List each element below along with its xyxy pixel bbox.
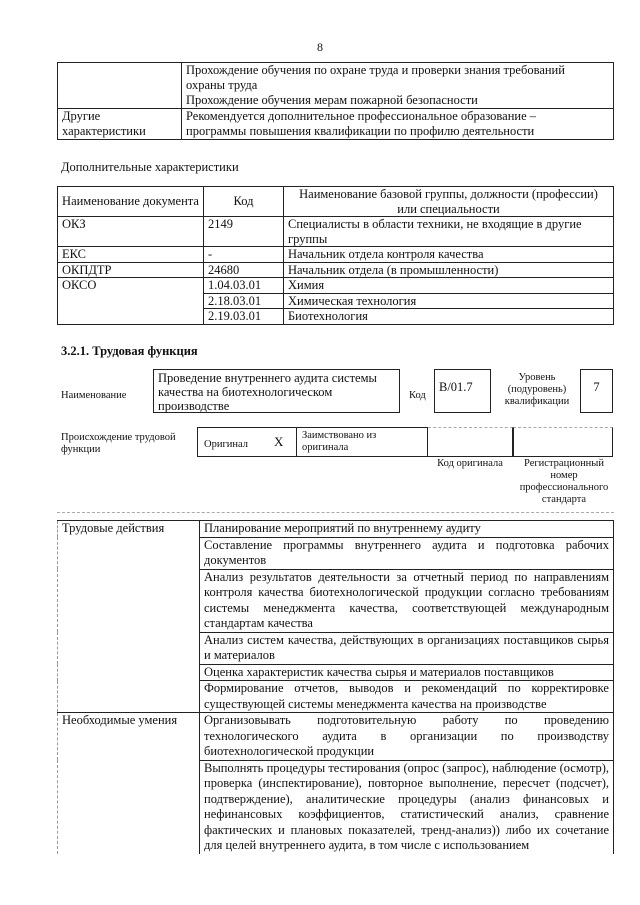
actions-skills-table [57,520,614,854]
labor-action: Составление программы внутреннего аудита и подготовка рабочих документов [200,537,614,569]
line: Прохождение обучения мерам пожарной безопасности [186,93,478,107]
section-title: 3.2.1. Трудовая функция [61,344,198,358]
cell-name: Химическая технология [284,293,614,309]
function-code-box: B/01.7 [434,369,491,413]
table-row [58,247,614,263]
skills-label: Необходимые умения [58,713,200,854]
labor-action: Анализ систем качества, действующих в организациях поставщиков сырья и материалов [200,632,614,664]
table-header-row [58,187,614,217]
reg-number-caption: Регистрационный номер профессионального стандарта [519,458,609,505]
cell-doc: ЕКС [58,247,204,263]
table-row [58,109,614,140]
level-label: Уровень (подуровень) квалификации [504,372,570,407]
cell-code: 1.04.03.01 [204,278,284,294]
table-row [58,521,614,538]
original-box [197,427,297,457]
code-original-caption: Код оригинала [437,458,503,469]
labor-action: Формирование отчетов, выводов и рекомендаций по корректировке существующей системы менеджмента качества на производстве [200,681,614,713]
header-name: Наименование базовой группы, должности (профессии) или специальности [284,187,614,217]
origin-label: Происхождение трудовой функции [61,432,176,455]
labor-action: Оценка характеристик качества сырья и материалов поставщиков [200,664,614,681]
labor-actions-label: Трудовые действия [58,521,200,713]
row-value [182,109,614,140]
original-mark: X [274,434,284,449]
skill: Выполнять процедуры тестирования (опрос (запрос), наблюдение (осмотр), проверка (инспектирование), повторное выполнение, пересчет (подсчет), подтверждение), аналитические процедуры (анализ финансовых и нефинансовых коэффициентов, статистический анализ, сравнение фактических и плановых показателей, тренд-анализ)) либо их сочетание для целей внутреннего аудита, в том числе с использованием [200,760,614,854]
line: охраны труда [186,78,258,92]
cell-doc: ОКЗ [58,217,204,247]
row-label [58,63,182,109]
line: программы повышения квалификации по профилю деятельности [186,124,535,138]
cell-name: Начальник отдела контроля качества [284,247,614,263]
cell-code: 2149 [204,217,284,247]
cell-code: 2.18.03.01 [204,293,284,309]
table-row [58,63,614,109]
skill: Организовывать подготовительную работу по проведению технологического аудита в организации по производству биотехнологической продукции [200,713,614,761]
cell-name: Специалисты в области техники, не входящие в другие группы [284,217,614,247]
table-row [58,262,614,278]
labor-action: Планирование мероприятий по внутреннему аудиту [200,521,614,538]
name-label: Наименование [61,390,127,401]
additional-characteristics-title: Дополнительные характеристики [61,160,239,174]
original-label: Оригинал [204,439,248,450]
cell-code: - [204,247,284,263]
cell-name: Химия [284,278,614,294]
row-value [182,63,614,109]
level-box: 7 [580,369,613,413]
borrowed-label: Заимствовано из оригинала [302,430,377,453]
classifiers-table [57,186,614,325]
code-original-box [428,427,513,457]
row-label: Другие характеристики [58,109,182,140]
table-row [58,217,614,247]
cell-doc: ОКСО [58,278,204,325]
function-name-box: Проведение внутреннего аудита системы качества на биотехнологическом производстве [153,369,400,413]
code-label: Код [409,390,426,401]
borrowed-box [296,427,428,457]
cell-code: 24680 [204,262,284,278]
line: Рекомендуется дополнительное профессиональное образование – [186,109,537,123]
labor-action: Анализ результатов деятельности за отчетный период по направлениям контроля качества биотехнологической продукции согласно требованиям системы менеджмента качества, соответствующей международным стандартам качества [200,569,614,632]
reg-number-box [513,427,613,457]
header-code: Код [204,187,284,217]
line: Прохождение обучения по охране труда и проверки знания требований [186,63,565,77]
cell-doc: ОКПДТР [58,262,204,278]
table-row [58,278,614,294]
divider [57,512,614,513]
header-doc: Наименование документа [58,187,204,217]
table-row [58,713,614,761]
top-characteristics-table [57,62,614,140]
cell-name: Начальник отдела (в промышленности) [284,262,614,278]
page-number: 8 [317,40,323,54]
cell-name: Биотехнология [284,309,614,325]
cell-code: 2.19.03.01 [204,309,284,325]
